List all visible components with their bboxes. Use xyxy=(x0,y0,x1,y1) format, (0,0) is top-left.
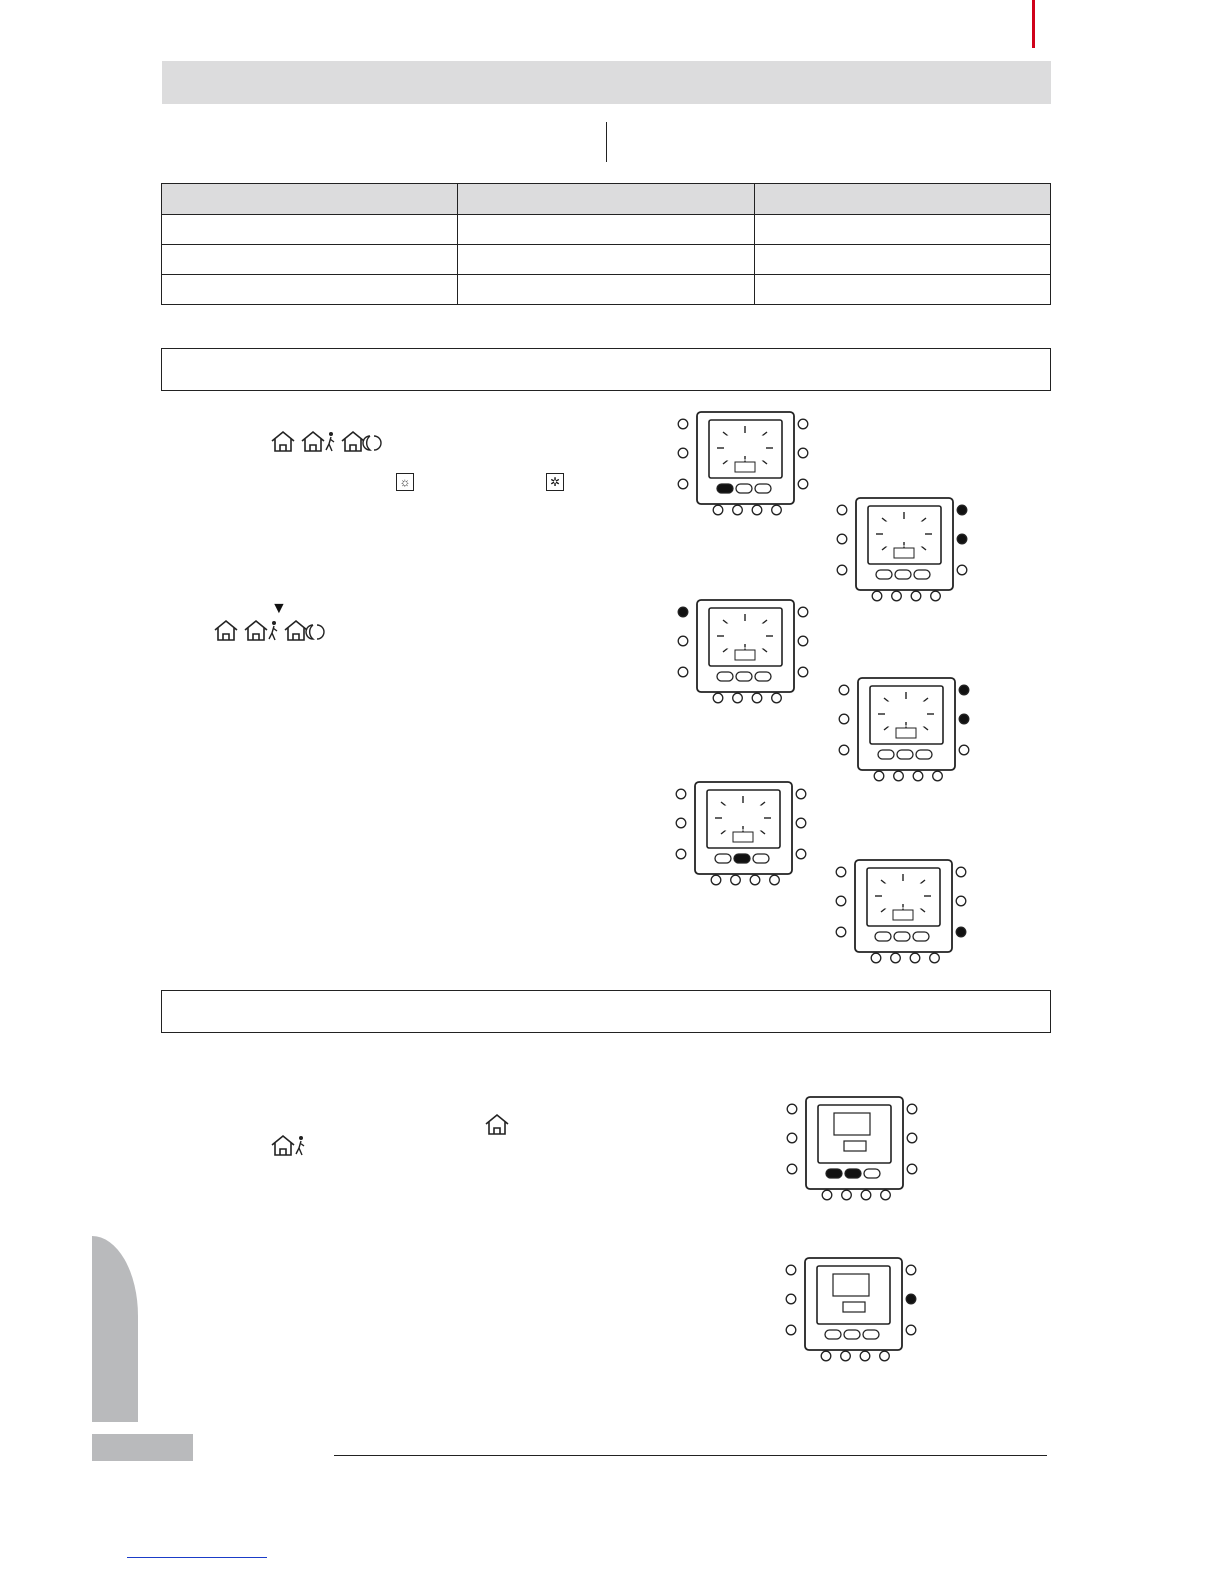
bottom-button xyxy=(717,484,733,493)
bottom-button xyxy=(876,570,892,579)
right-button xyxy=(956,867,966,877)
lower-button xyxy=(874,771,884,781)
screen-small-box xyxy=(735,462,755,472)
lower-button xyxy=(711,875,721,885)
screen-value-box xyxy=(834,1113,870,1135)
bottom-button xyxy=(825,1330,841,1339)
thermostat-diagram xyxy=(839,678,969,781)
left-button xyxy=(676,818,686,828)
screen-small-box xyxy=(843,1302,865,1312)
pointer-triangle-icon: ▼ xyxy=(271,600,287,617)
left-button xyxy=(837,534,847,544)
left-button xyxy=(786,1265,796,1275)
lower-button xyxy=(880,1351,890,1361)
bottom-button xyxy=(875,932,891,941)
bottom-button xyxy=(897,750,913,759)
bottom-button xyxy=(755,484,771,493)
bottom-link-underline xyxy=(127,1557,267,1558)
bottom-button xyxy=(845,1169,861,1178)
bottom-button xyxy=(916,750,932,759)
lower-button xyxy=(750,875,760,885)
right-button xyxy=(956,896,966,906)
bottom-button xyxy=(914,570,930,579)
lower-button xyxy=(913,771,923,781)
screen-small-box xyxy=(735,650,755,660)
left-button xyxy=(678,607,688,617)
lower-button xyxy=(733,693,743,703)
right-button xyxy=(798,607,808,617)
right-button xyxy=(798,667,808,677)
bottom-button xyxy=(878,750,894,759)
thermostat-diagram xyxy=(787,1097,917,1200)
right-button xyxy=(959,685,969,695)
right-button xyxy=(906,1265,916,1275)
screen-small-box xyxy=(733,832,753,842)
lower-button xyxy=(772,505,782,515)
lower-button xyxy=(842,1190,852,1200)
right-button xyxy=(957,565,967,575)
lower-button xyxy=(892,591,902,601)
lower-button xyxy=(860,1351,870,1361)
thermostat-diagram xyxy=(676,782,806,885)
right-button xyxy=(906,1294,916,1304)
lower-button xyxy=(911,591,921,601)
lower-button xyxy=(713,505,723,515)
left-button xyxy=(836,927,846,937)
thermostat-diagram xyxy=(678,412,808,515)
screen-small-box xyxy=(844,1141,866,1151)
right-button xyxy=(796,789,806,799)
bottom-button xyxy=(895,570,911,579)
right-button xyxy=(798,419,808,429)
bottom-button xyxy=(894,932,910,941)
bottom-button xyxy=(753,854,769,863)
right-button xyxy=(959,745,969,755)
lower-button xyxy=(910,953,920,963)
footer-rule xyxy=(334,1455,1047,1456)
lower-button xyxy=(872,591,882,601)
screen-small-box xyxy=(896,728,916,738)
bottom-button xyxy=(755,672,771,681)
right-button xyxy=(907,1104,917,1114)
screen-small-box xyxy=(894,548,914,558)
lower-button xyxy=(713,693,723,703)
left-button xyxy=(678,419,688,429)
lower-button xyxy=(930,953,940,963)
lower-button xyxy=(894,771,904,781)
left-button xyxy=(787,1104,797,1114)
right-button xyxy=(798,448,808,458)
screen-value-box xyxy=(833,1274,869,1296)
right-button xyxy=(798,479,808,489)
bottom-button xyxy=(715,854,731,863)
left-button xyxy=(676,849,686,859)
lower-button xyxy=(770,875,780,885)
left-button xyxy=(836,867,846,877)
bottom-button xyxy=(864,1169,880,1178)
bottom-button xyxy=(826,1169,842,1178)
bottom-button xyxy=(736,484,752,493)
left-button xyxy=(786,1325,796,1335)
lower-button xyxy=(733,505,743,515)
lower-button xyxy=(861,1190,871,1200)
left-button xyxy=(836,896,846,906)
thermostat-diagram xyxy=(678,600,808,703)
lower-button xyxy=(891,953,901,963)
auto-mode-icon: ✲ xyxy=(546,473,564,491)
lower-button xyxy=(881,1190,891,1200)
bottom-button xyxy=(717,672,733,681)
left-button xyxy=(786,1294,796,1304)
lower-button xyxy=(772,693,782,703)
left-button xyxy=(787,1133,797,1143)
left-button xyxy=(678,479,688,489)
thermostat-diagram xyxy=(786,1258,916,1361)
bottom-button xyxy=(734,854,750,863)
page-number-tab xyxy=(92,1434,193,1461)
thermostat-diagram xyxy=(836,860,966,963)
right-button xyxy=(907,1133,917,1143)
right-button xyxy=(798,636,808,646)
screen-small-box xyxy=(893,910,913,920)
lower-button xyxy=(933,771,943,781)
lower-button xyxy=(752,505,762,515)
left-button xyxy=(839,685,849,695)
left-button xyxy=(837,565,847,575)
left-button xyxy=(837,505,847,515)
sun-icon: ☼ xyxy=(396,473,414,491)
right-button xyxy=(959,714,969,724)
right-button xyxy=(957,505,967,515)
right-button xyxy=(796,818,806,828)
left-button xyxy=(678,636,688,646)
right-button xyxy=(906,1325,916,1335)
bottom-button xyxy=(913,932,929,941)
left-button xyxy=(839,714,849,724)
bottom-button xyxy=(844,1330,860,1339)
left-button xyxy=(676,789,686,799)
thermostat-diagram xyxy=(837,498,967,601)
right-button xyxy=(907,1164,917,1174)
bottom-button xyxy=(736,672,752,681)
left-button xyxy=(787,1164,797,1174)
bottom-button xyxy=(863,1330,879,1339)
lower-button xyxy=(752,693,762,703)
left-button xyxy=(678,448,688,458)
left-button xyxy=(839,745,849,755)
lower-button xyxy=(871,953,881,963)
lower-button xyxy=(731,875,741,885)
lower-button xyxy=(821,1351,831,1361)
lower-button xyxy=(822,1190,832,1200)
lower-button xyxy=(931,591,941,601)
right-button xyxy=(956,927,966,937)
lower-button xyxy=(841,1351,851,1361)
right-button xyxy=(957,534,967,544)
left-button xyxy=(678,667,688,677)
right-button xyxy=(796,849,806,859)
